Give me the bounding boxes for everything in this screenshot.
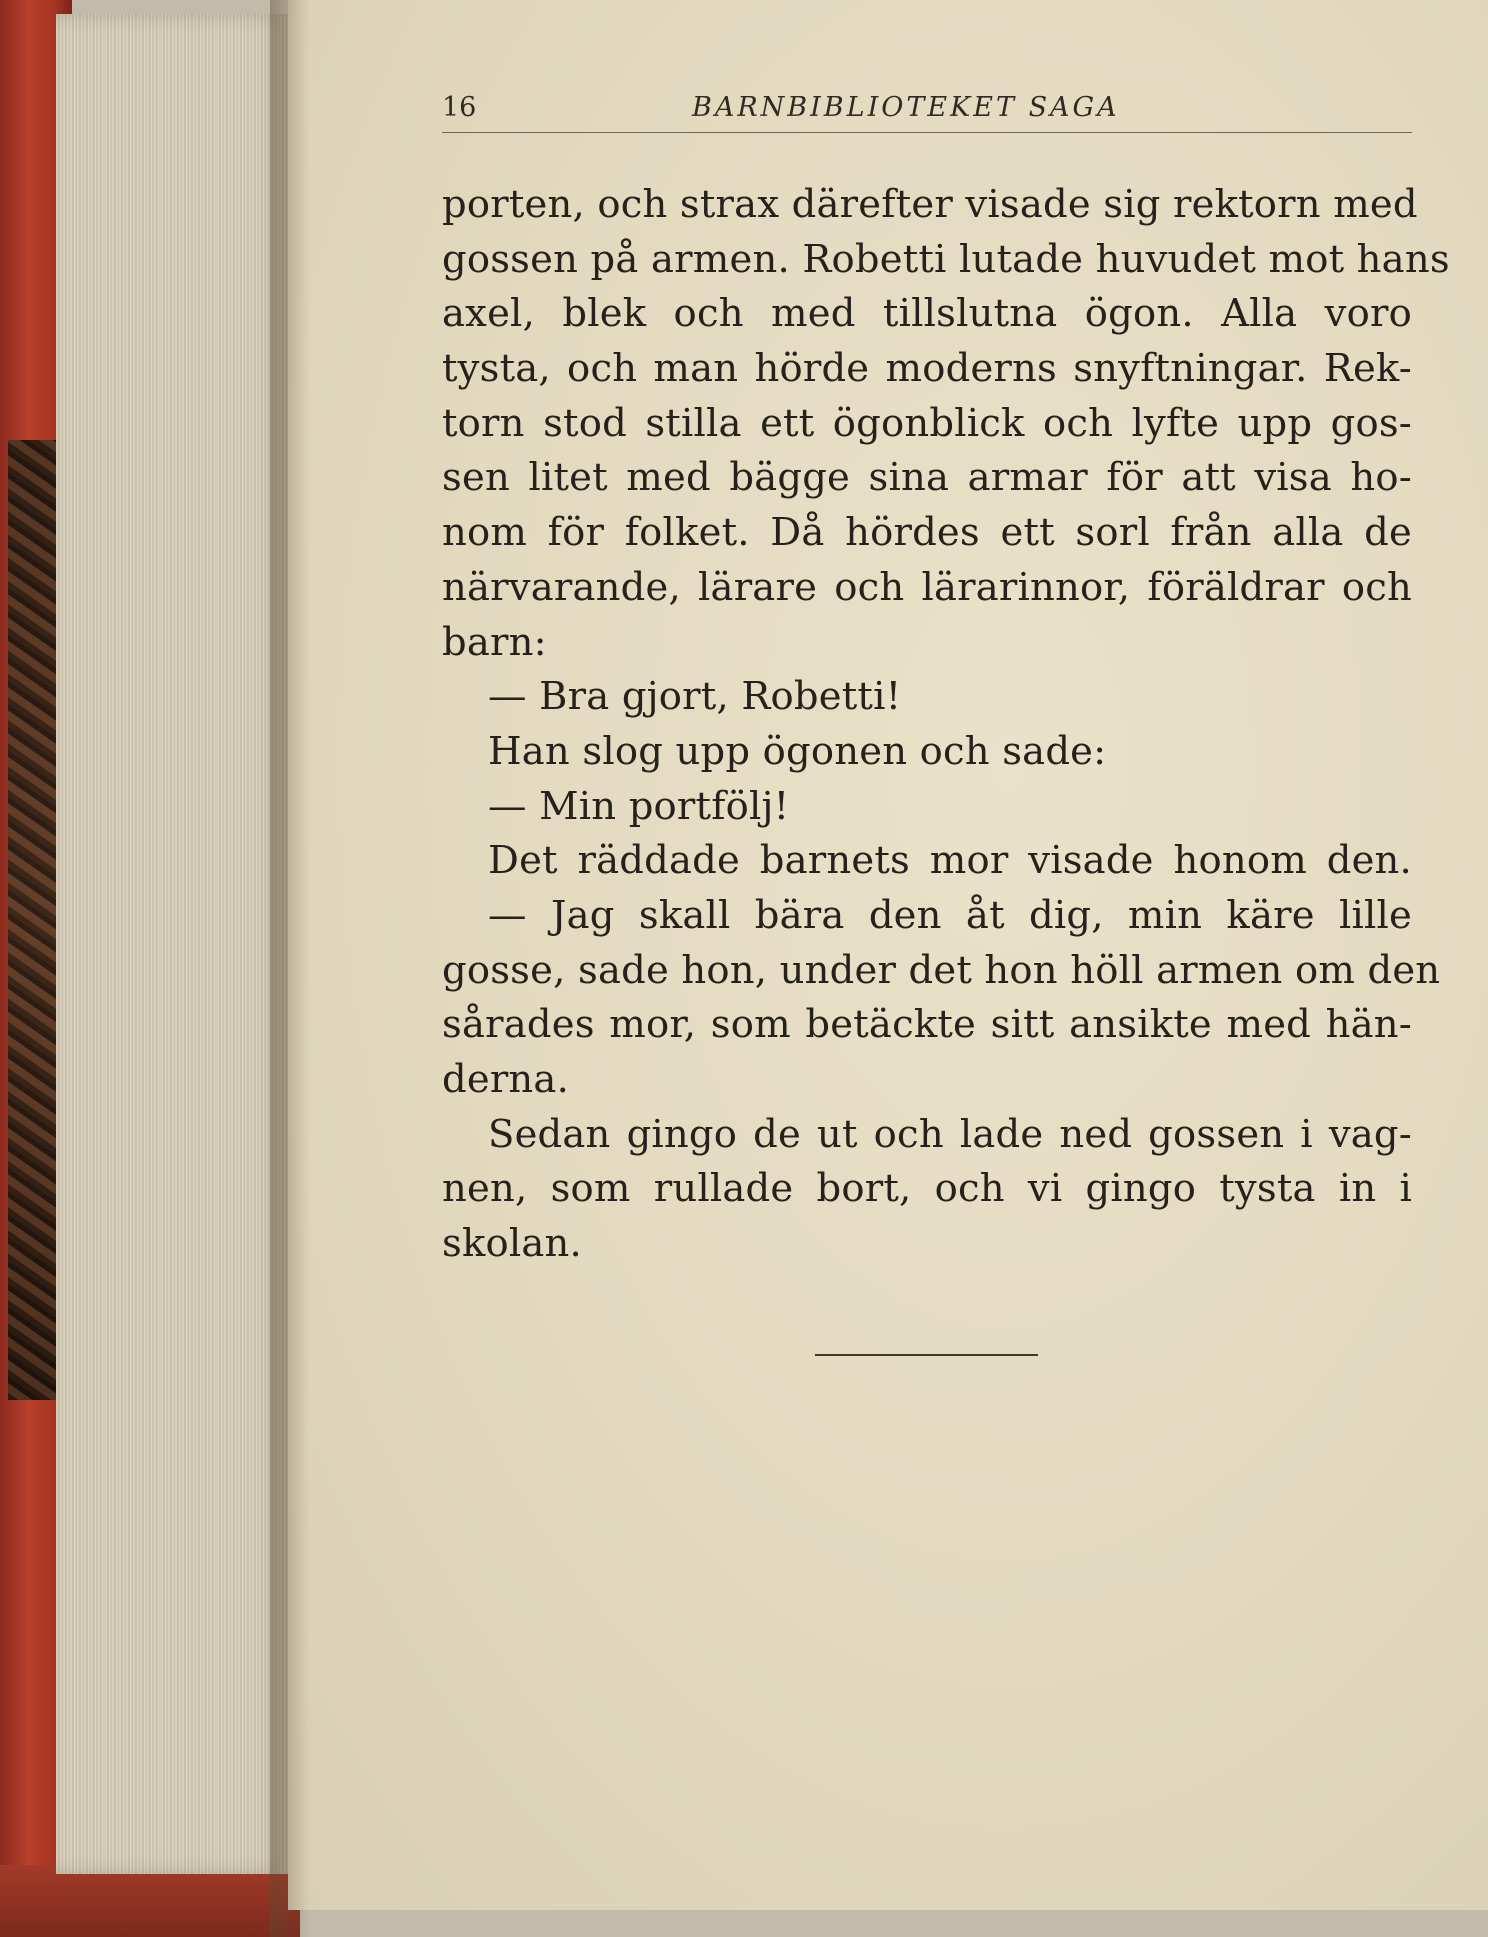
- text-line: sen litet med bägge sina armar för att visa ho-: [442, 455, 1412, 501]
- gutter-shadow: [270, 0, 310, 1937]
- text-line: barn:: [442, 619, 547, 665]
- marbled-binding: [8, 440, 60, 1400]
- text-line: — Min portfölj!: [488, 783, 790, 829]
- text-line: tysta, och man hörde moderns snyftningar. Rek-: [442, 346, 1412, 392]
- page-edges: [56, 14, 288, 1874]
- text-line: porten, och strax därefter visade sig rektorn med: [442, 182, 1418, 227]
- text-line: — Bra gjort, Robetti!: [488, 674, 902, 720]
- text-line: Det räddade barnets mor visade honom den.: [488, 838, 1412, 884]
- cover-bottom-edge: [0, 1865, 300, 1937]
- body-text: [442, 178, 1450, 1272]
- text-line: nom för folket. Då hördes ett sorl från alla de: [442, 510, 1412, 556]
- text-line: sårades mor, som betäckte sitt ansikte med hän-: [442, 1002, 1412, 1048]
- text-line: derna.: [442, 1057, 570, 1102]
- text-line: skolan.: [442, 1221, 582, 1267]
- text-line: Sedan gingo de ut och lade ned gossen i vag-: [488, 1111, 1412, 1157]
- text-line: närvarande, lärare och lärarinnor, föräldrar och: [442, 564, 1412, 610]
- text-line: axel, blek och med tillslutna ögon. Alla voro: [442, 291, 1412, 337]
- text-line: Han slog upp ögonen och sade:: [488, 728, 1107, 774]
- text-line: gossen på armen. Robetti lutade huvudet mot hans: [442, 236, 1450, 282]
- text-line: — Jag skall bära den åt dig, min käre lille: [488, 892, 1412, 938]
- text-line: torn stod stilla ett ögonblick och lyfte upp gos-: [442, 400, 1412, 446]
- text-line: nen, som rullade bort, och vi gingo tysta in i: [442, 1166, 1412, 1212]
- running-title: BARNBIBLIOTEKET SAGA: [692, 92, 1120, 123]
- page-number: 16: [442, 92, 477, 123]
- end-rule: [815, 1354, 1038, 1356]
- page-header: [442, 88, 1412, 133]
- text-line: gosse, sade hon, under det hon höll armen om den: [442, 947, 1441, 993]
